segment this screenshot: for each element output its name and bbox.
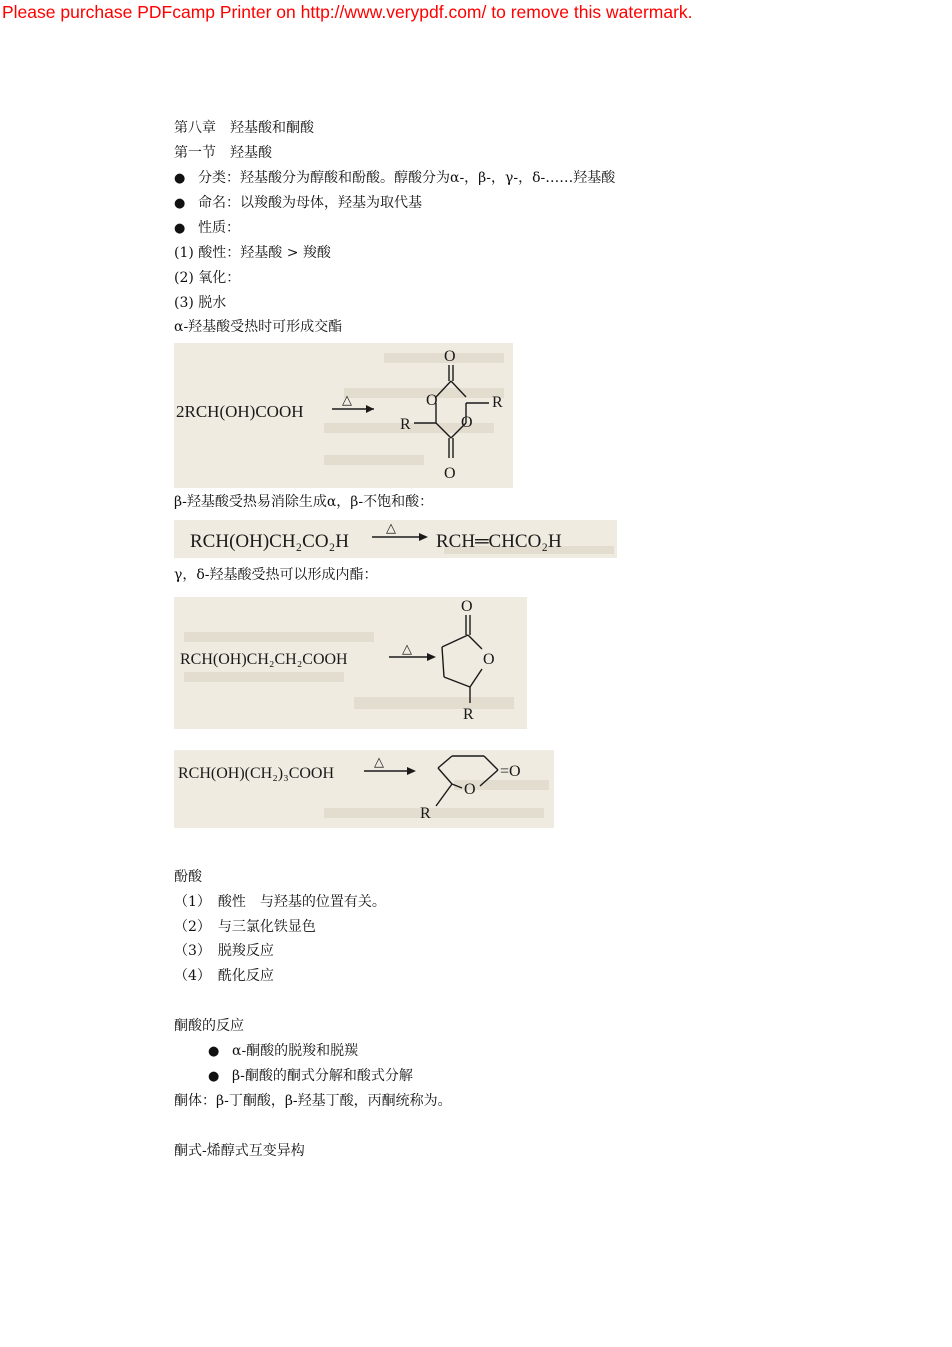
heat-symbol: △: [374, 754, 384, 769]
bullet-icon: ●: [174, 221, 186, 236]
bullet-item: [208, 1066, 413, 1087]
ring-oxygen-1: O: [426, 392, 438, 409]
chapter-title: 第八章 羟基酸和酮酸: [174, 120, 314, 136]
arrow-head-icon: [366, 405, 374, 413]
watermark-text: Please purchase PDFcamp Printer on http://www.verypdf.com/ to remove this watermark.: [2, 2, 693, 22]
heat-symbol: △: [342, 392, 352, 407]
substituent-r: R: [463, 706, 474, 723]
bullet-item: [174, 168, 615, 189]
phenolic-item: （2） 与三氯化铁显色: [174, 919, 316, 935]
bullet-item: [174, 193, 422, 214]
reactant-formula: RCH(OH)CH₂CO₂H: [190, 531, 349, 552]
substituent-r-right: R: [492, 394, 503, 411]
property-acidity: (1) 酸性：羟基酸 > 羧酸: [174, 245, 331, 261]
ring-oxygen: O: [483, 651, 495, 668]
carbonyl-oxygen: O: [461, 598, 473, 615]
gamma-delta-text: γ，δ-羟基酸受热可以形成内酯：: [174, 567, 378, 583]
beta-keto-text: β-酮酸的酮式分解和酸式分解: [232, 1068, 413, 1084]
carbonyl-o-top: O: [444, 348, 456, 365]
property-oxidation: (2) 氧化：: [174, 270, 241, 286]
lactide-ring: [414, 365, 489, 458]
heat-symbol: △: [402, 641, 412, 656]
reactant-formula: 2RCH(OH)COOH: [176, 402, 304, 421]
tautomerism-title: 酮式-烯醇式互变异构: [174, 1143, 305, 1159]
bullet-item: [174, 218, 240, 239]
reactant-formula: RCH(OH)CH₂CH₂COOH: [180, 651, 348, 668]
reaction-image-lactide: [174, 343, 513, 488]
background-ghost-text: [184, 632, 514, 709]
arrow-head-icon: [427, 653, 436, 661]
bullet-icon: ●: [208, 1044, 220, 1059]
heat-symbol: △: [386, 520, 396, 535]
phenolic-acid-title: 酚酸: [174, 869, 202, 885]
carbonyl-oxygen: =O: [500, 763, 521, 780]
background-ghost-text: [324, 780, 549, 818]
carbonyl-o-bottom: O: [444, 465, 456, 482]
bullet-icon: ●: [174, 171, 186, 186]
ring-oxygen: O: [464, 781, 476, 798]
reaction-image-gamma-lactone: [174, 597, 527, 729]
substituent-r-left: R: [400, 416, 411, 433]
alpha-hydroxy-text: α-羟基酸受热时可形成交酯: [174, 319, 343, 335]
phenolic-item: （4） 酰化反应: [174, 968, 274, 984]
bullet-item: [208, 1041, 358, 1062]
alpha-keto-text: α-酮酸的脱羧和脱羰: [232, 1043, 359, 1059]
beta-hydroxy-text: β-羟基酸受热易消除生成α，β-不饱和酸：: [174, 494, 434, 510]
bullet-icon: ●: [174, 196, 186, 211]
substituent-r: R: [420, 805, 431, 822]
reaction-image-delta-lactone: [174, 750, 554, 828]
classification-text: 分类：羟基酸分为醇酸和酚酸。醇酸分为α-，β-，γ-，δ-……羟基酸: [198, 170, 616, 186]
section-title: 第一节 羟基酸: [174, 145, 272, 161]
property-dehydration: (3) 脱水: [174, 295, 227, 311]
ring-oxygen-2: O: [461, 414, 473, 431]
reaction-image-elimination: [174, 520, 617, 558]
product-formula: RCH═CHCO₂H: [436, 531, 562, 552]
reactant-formula: RCH(OH)(CH₂)₃COOH: [178, 765, 335, 782]
keto-acid-title: 酮酸的反应: [174, 1018, 244, 1034]
ketone-body-text: 酮体：β-丁酮酸，β-羟基丁酸，丙酮统称为。: [174, 1093, 452, 1109]
bullet-icon: ●: [208, 1069, 220, 1084]
phenolic-item: （3） 脱羧反应: [174, 943, 274, 959]
properties-text: 性质：: [198, 220, 240, 236]
arrow-head-icon: [407, 767, 416, 775]
phenolic-item: （1） 酸性 与羟基的位置有关。: [174, 894, 386, 910]
lactone-ring: [442, 615, 482, 703]
arrow-head-icon: [419, 533, 428, 541]
naming-text: 命名：以羧酸为母体，羟基为取代基: [198, 195, 422, 211]
